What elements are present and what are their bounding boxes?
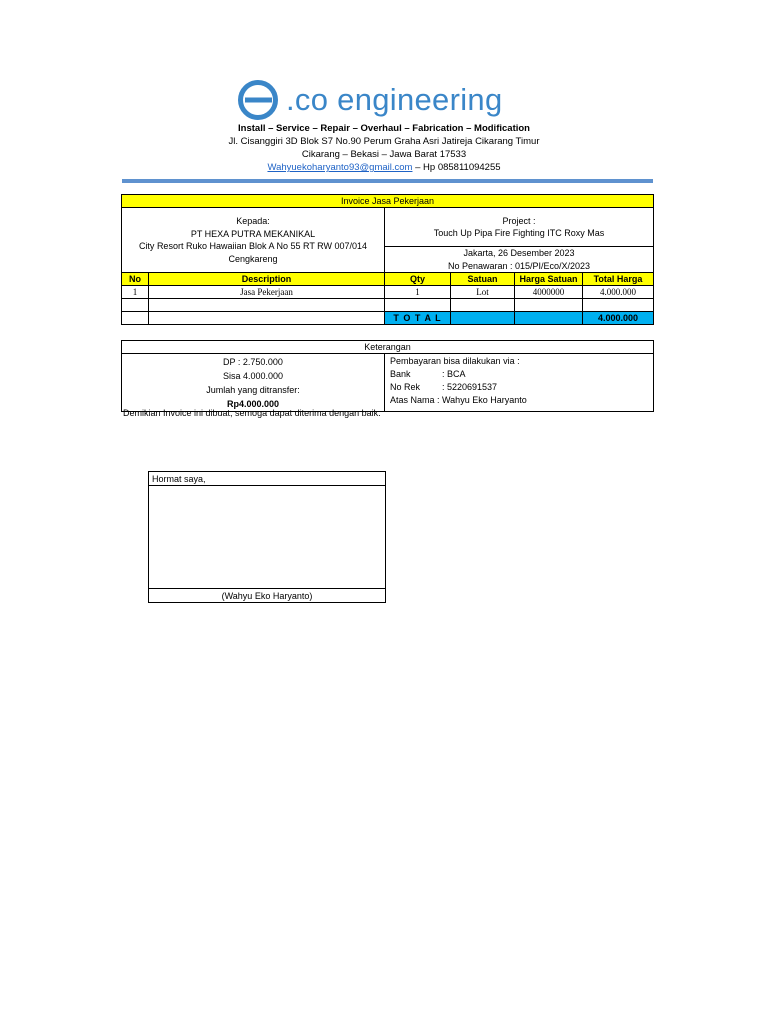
payment-via: Pembayaran bisa dilakukan via : (390, 356, 520, 366)
date-block (385, 247, 654, 273)
customer-label: Kepada: (236, 216, 270, 226)
company-contact (0, 162, 768, 173)
table-row (122, 286, 654, 299)
payment-summary (122, 354, 385, 412)
signature-greeting: Hormat saya, (149, 472, 386, 486)
company-logo (236, 78, 536, 126)
notes-title: Keterangan (122, 341, 654, 354)
invoice-title: Invoice Jasa Pekerjaan (122, 195, 654, 208)
col-header-total: Total Harga (583, 273, 654, 286)
signature-name: (Wahyu Eko Haryanto) (149, 589, 386, 603)
company-services: Install – Service – Repair – Overhaul – Fabrication – Modification (238, 123, 530, 134)
offer-number: No Penawaran : 015/PI/Eco/X/2023 (447, 260, 591, 271)
col-header-unit: Satuan (451, 273, 515, 286)
account-label: No Rek (390, 382, 421, 392)
transfer-amount: Rp4.000.000 (226, 399, 280, 409)
remaining-amount: Sisa 4.000.000 (222, 371, 284, 381)
header-divider (122, 179, 653, 183)
item-total: 4.000.000 (583, 286, 654, 299)
customer-address-line2: Cengkareng (228, 253, 278, 264)
closing-text: Demikian Invoice ini dibuat, semoga dapat diterima dengan baik. (123, 408, 381, 418)
company-address-line1: Jl. Cisanggiri 3D Blok S7 No.90 Perum Graha Asri Jatireja Cikarang Timur (228, 136, 540, 147)
total-value: 4.000.000 (583, 312, 654, 325)
customer-block (122, 208, 385, 273)
total-row (122, 312, 654, 325)
project-label: Project : (502, 215, 536, 226)
invoice-table (121, 194, 654, 325)
customer-address-line1: City Resort Ruko Hawaiian Blok A No 55 RT RW 007/014 (138, 241, 368, 251)
company-email-link[interactable]: Wahyuekoharyanto93@gmail.com (267, 162, 413, 173)
signature-box (148, 471, 386, 603)
notes-table (121, 340, 654, 412)
company-address-line2: Cikarang – Bekasi – Jawa Barat 17533 (301, 149, 467, 160)
item-unit-price: 4000000 (515, 286, 583, 299)
item-no: 1 (122, 286, 149, 299)
company-name: .co engineering (286, 82, 503, 117)
transfer-label: Jumlah yang ditransfer: (206, 385, 300, 395)
col-header-unit-price: Harga Satuan (515, 273, 583, 286)
signature-area (149, 486, 386, 589)
invoice-date: Jakarta, 26 Desember 2023 (463, 248, 575, 258)
item-unit: Lot (451, 286, 515, 299)
bank-value: : BCA (442, 369, 466, 379)
item-qty: 1 (385, 286, 451, 299)
bank-label: Bank (390, 369, 411, 379)
col-header-no: No (122, 273, 149, 286)
dp-amount: DP : 2.750.000 (223, 357, 283, 367)
table-header-row (122, 273, 654, 286)
account-value: : 5220691537 (442, 382, 498, 392)
logo-mark-icon (236, 78, 284, 126)
item-description: Jasa Pekerjaan (149, 286, 385, 299)
empty-row (122, 299, 654, 312)
total-label: T O T A L (385, 312, 451, 325)
project-name: Touch Up Pipa Fire Fighting ITC Roxy Mas (433, 228, 605, 238)
payment-details (385, 354, 654, 412)
col-header-description: Description (149, 273, 385, 286)
col-header-qty: Qty (385, 273, 451, 286)
customer-name: PT HEXA PUTRA MEKANIKAL (190, 228, 316, 239)
account-holder: Atas Nama : Wahyu Eko Haryanto (390, 395, 527, 405)
project-block (385, 208, 654, 247)
company-phone: – Hp 085811094255 (412, 162, 501, 173)
